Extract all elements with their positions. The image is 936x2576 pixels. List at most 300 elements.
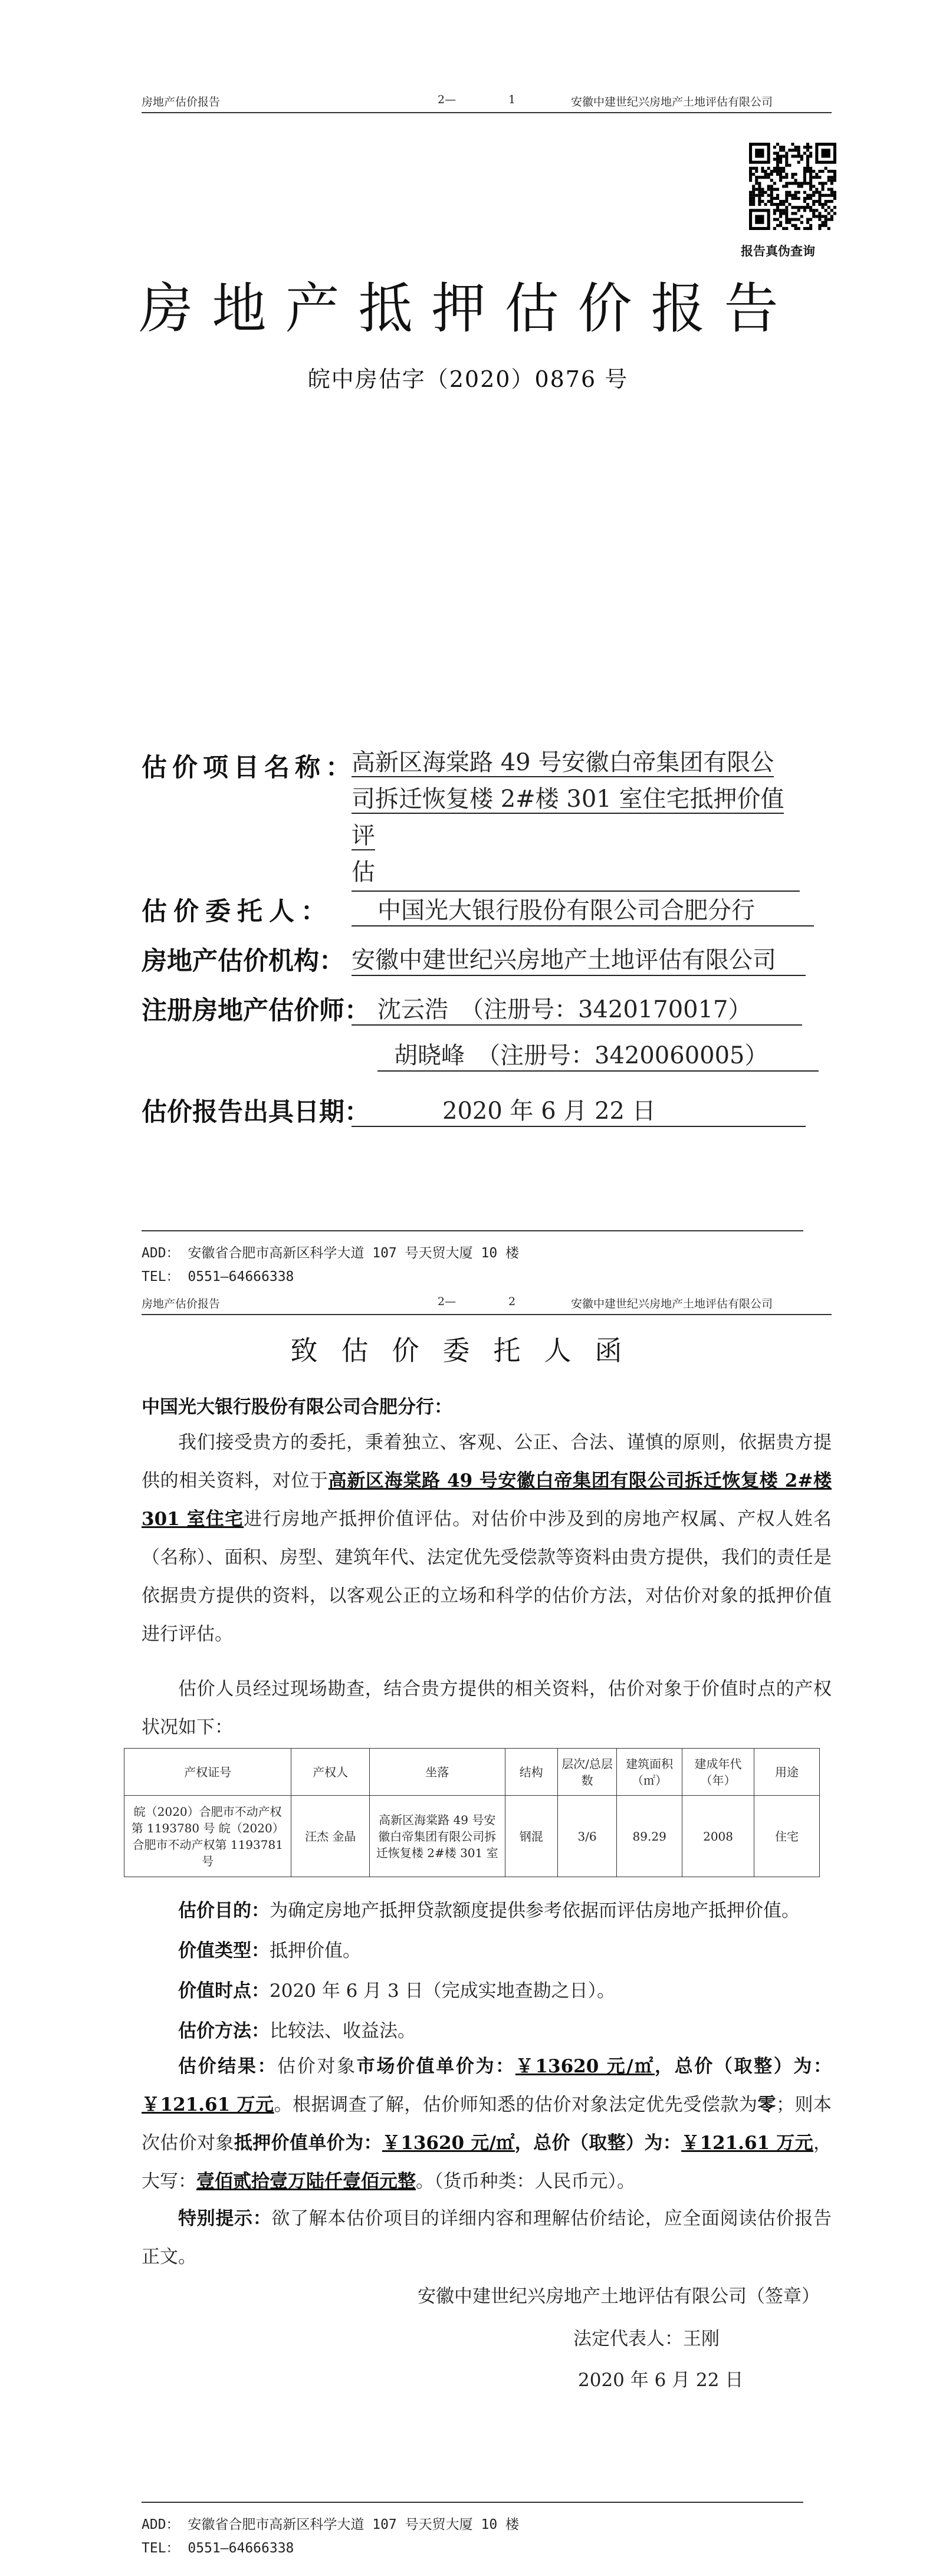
- market-total-price: ￥121.61 万元: [142, 2094, 274, 2115]
- signature-date: 2020 年 6 月 22 日: [578, 2370, 744, 2391]
- qr-module: [773, 152, 776, 155]
- qr-module: [827, 194, 830, 197]
- qr-module: [825, 209, 827, 212]
- qr-module: [815, 215, 818, 218]
- qr-module: [797, 197, 800, 200]
- qr-module: [761, 194, 764, 197]
- purpose-label: 估价目的：: [178, 1900, 270, 1921]
- qr-module: [782, 203, 785, 206]
- qr-module: [806, 143, 809, 146]
- qr-module: [752, 173, 755, 176]
- header-structure: 结构: [505, 1749, 557, 1796]
- qr-module: [833, 176, 836, 179]
- value-date-text: 2020 年 6 月 3 日（完成实地查勘之日）。: [270, 1980, 616, 2002]
- qr-module: [830, 209, 833, 212]
- qr-module: [779, 215, 782, 218]
- qr-module: [782, 200, 785, 203]
- qr-module: [779, 161, 782, 164]
- qr-module: [800, 206, 803, 209]
- header-page-prefix: 2—: [438, 1295, 456, 1308]
- qr-module: [791, 194, 794, 197]
- qr-module: [782, 212, 785, 215]
- paragraph-1-part-c: 进行房地产抵押价值评估。对估价中涉及到的房地产权属、产权人姓名（名称）、面积、房型、建筑年代、法定优先受偿款等资料由贵方提供，我们的责任是依据贵方提供的资料，以客观公正的立场和科学的估价方法，对估价对象的抵押价值进行评估。: [142, 1509, 832, 1645]
- qr-module: [788, 218, 791, 221]
- qr-module: [752, 203, 755, 206]
- qr-module: [758, 197, 761, 200]
- qr-module: [749, 203, 752, 206]
- qr-module: [785, 164, 788, 167]
- qr-module: [779, 167, 782, 170]
- qr-module: [803, 173, 806, 176]
- qr-module: [806, 227, 809, 230]
- qr-module: [809, 206, 812, 209]
- value-type-text: 抵押价值。: [270, 1940, 361, 1961]
- qr-module: [773, 227, 776, 230]
- qr-module: [761, 188, 764, 191]
- qr-module: [827, 188, 830, 191]
- cell-location: 高新区海棠路 49 号安徽白帝集团有限公司拆迁恢复楼 2#楼 301 室: [369, 1796, 505, 1877]
- qr-module: [767, 194, 770, 197]
- qr-module: [791, 176, 794, 179]
- header-left: 房地产估价报告: [142, 1297, 221, 1310]
- qr-module: [797, 149, 800, 152]
- qr-module: [767, 200, 770, 203]
- qr-module: [782, 176, 785, 179]
- qr-module: [821, 185, 824, 188]
- cell-owner: 汪杰 金晶: [291, 1796, 370, 1877]
- qr-module: [794, 206, 797, 209]
- qr-module: [779, 221, 782, 224]
- qr-module: [782, 146, 785, 149]
- qr-module: [818, 203, 821, 206]
- report-date-label: 估价报告出具日期：: [142, 1098, 370, 1127]
- qr-module: [821, 182, 824, 185]
- qr-module: [755, 194, 758, 197]
- appraiser-label: 注册房地产估价师：: [142, 996, 370, 1026]
- qr-module: [773, 182, 776, 185]
- qr-module: [779, 224, 782, 227]
- qr-module: [782, 170, 785, 173]
- qr-module: [773, 209, 776, 212]
- qr-module: [830, 170, 833, 173]
- qr-module: [764, 203, 767, 206]
- qr-module: [806, 161, 809, 164]
- qr-module: [809, 182, 812, 185]
- qr-module: [752, 185, 755, 188]
- client-label: 估价委托人：: [142, 897, 333, 926]
- qr-module: [825, 182, 827, 185]
- qr-module: [830, 194, 833, 197]
- qr-module: [785, 158, 788, 161]
- qr-module: [809, 224, 812, 227]
- qr-module: [788, 164, 791, 167]
- document-number: 皖中房估字（2020）0876 号: [307, 366, 629, 392]
- qr-module: [812, 203, 815, 206]
- qr-module: [761, 167, 764, 170]
- header-rule: [142, 1314, 832, 1315]
- qr-module: [749, 200, 752, 203]
- qr-module: [827, 170, 830, 173]
- table-header-row: [124, 1749, 820, 1796]
- qr-module: [785, 206, 788, 209]
- qr-module: [770, 191, 773, 194]
- qr-module: [821, 221, 824, 224]
- qr-module: [773, 203, 776, 206]
- qr-module: [785, 194, 788, 197]
- qr-module: [818, 197, 821, 200]
- qr-module: [791, 143, 794, 146]
- cell-structure: 钢混: [505, 1796, 557, 1877]
- qr-module: [800, 155, 803, 157]
- qr-module: [821, 188, 824, 191]
- qr-module: [776, 173, 779, 176]
- qr-module: [833, 212, 836, 215]
- qr-module: [785, 191, 788, 194]
- table-row: [124, 1796, 820, 1877]
- qr-module: [791, 212, 794, 215]
- project-name-line-3: 估: [352, 859, 375, 886]
- qr-module: [776, 218, 779, 221]
- qr-module: [803, 200, 806, 203]
- qr-finder-pattern: [821, 149, 830, 157]
- qr-module: [758, 188, 761, 191]
- qr-module: [767, 167, 770, 170]
- qr-module: [797, 185, 800, 188]
- qr-module: [749, 179, 752, 182]
- qr-module: [758, 200, 761, 203]
- qr-module: [812, 194, 815, 197]
- qr-module: [800, 182, 803, 185]
- client-value: 中国光大银行股份有限公司合肥分行: [352, 892, 814, 926]
- qr-module: [758, 176, 761, 179]
- qr-module: [788, 182, 791, 185]
- qr-module: [806, 167, 809, 170]
- qr-module: [797, 161, 800, 164]
- qr-module: [809, 179, 812, 182]
- qr-module: [818, 227, 821, 230]
- qr-module: [809, 197, 812, 200]
- special-note-label: 特别提示：: [178, 2208, 272, 2229]
- special-note-text: 欲了解本估价项目的详细内容和理解估价结论，应全面阅读估价报告正文。: [142, 2208, 832, 2268]
- header-right: 安徽中建世纪兴房地产土地评估有限公司: [571, 1297, 773, 1310]
- qr-module: [752, 191, 755, 194]
- qr-module: [830, 188, 833, 191]
- qr-module: [785, 161, 788, 164]
- qr-module: [791, 218, 794, 221]
- qr-module: [818, 212, 821, 215]
- qr-module: [749, 173, 752, 176]
- qr-module: [749, 194, 752, 197]
- qr-module: [794, 218, 797, 221]
- qr-module: [821, 206, 824, 209]
- property-address: 高新区海棠路 49 号安徽白帝集团有限公司拆迁恢复楼 2#楼 301 室住宅: [142, 1470, 832, 1530]
- paragraph-2: 估价人员经过现场勘查，结合贵方提供的相关资料，估价对象于价值时点的产权状况如下：: [142, 1678, 832, 1738]
- qr-module: [749, 176, 752, 179]
- qr-module: [785, 215, 788, 218]
- qr-module: [782, 209, 785, 212]
- qr-module: [752, 200, 755, 203]
- qr-module: [779, 176, 782, 179]
- project-name-line-2: 司拆迁恢复楼 2#楼 301 室住宅抵押价值评: [352, 786, 784, 849]
- qr-module: [800, 185, 803, 188]
- qr-module: [776, 164, 779, 167]
- method-item: [178, 2016, 416, 2042]
- qr-module: [776, 206, 779, 209]
- qr-module: [785, 173, 788, 176]
- qr-module: [758, 203, 761, 206]
- mortgage-unit-price: ￥13620 元/㎡: [382, 2133, 515, 2154]
- qr-module: [791, 155, 794, 157]
- header-year: 建成年代（年）: [682, 1749, 754, 1796]
- qr-module: [755, 170, 758, 173]
- qr-module: [812, 176, 815, 179]
- qr-module: [782, 149, 785, 152]
- qr-module: [785, 155, 788, 157]
- qr-module: [833, 197, 836, 200]
- method-label: 估价方法：: [178, 2020, 270, 2042]
- qr-module: [773, 146, 776, 149]
- property-table: [124, 1748, 820, 1877]
- qr-module: [755, 188, 758, 191]
- qr-module: [767, 176, 770, 179]
- qr-module: [785, 185, 788, 188]
- result-text-2: 。根据调查了解，估价师知悉的估价对象法定优先受偿款为: [274, 2094, 758, 2115]
- qr-module: [776, 188, 779, 191]
- letter-title: 致估价委托人函: [290, 1335, 646, 1366]
- qr-module: [788, 194, 791, 197]
- header-page-prefix: 2—: [438, 93, 456, 106]
- project-name-line-1: 高新区海棠路 49 号安徽白帝集团有限公: [352, 749, 774, 776]
- qr-module: [794, 173, 797, 176]
- qr-module: [803, 197, 806, 200]
- qr-module: [825, 200, 827, 203]
- footer-phone: TEL： 0551—64666338: [142, 2541, 294, 2556]
- cell-use: 住宅: [754, 1796, 819, 1877]
- qr-module: [806, 203, 809, 206]
- qr-module: [812, 191, 815, 194]
- qr-module: [776, 143, 779, 146]
- footer-address: ADD： 安徽省合肥市高新区科学大道 107 号天贸大厦 10 楼: [142, 1246, 520, 1261]
- qr-module: [791, 182, 794, 185]
- method-text: 比较法、收益法。: [270, 2020, 416, 2042]
- qr-module: [818, 182, 821, 185]
- qr-module: [770, 194, 773, 197]
- qr-module: [809, 209, 812, 212]
- header-area: 建筑面积（㎡）: [617, 1749, 682, 1796]
- qr-module: [779, 149, 782, 152]
- header-left: 房地产估价报告: [142, 96, 221, 109]
- qr-module: [818, 200, 821, 203]
- qr-module: [809, 188, 812, 191]
- qr-module: [803, 209, 806, 212]
- footer-rule: [142, 2502, 803, 2503]
- qr-module: [803, 191, 806, 194]
- qr-module: [752, 167, 755, 170]
- qr-module: [773, 212, 776, 215]
- qr-module: [794, 146, 797, 149]
- qr-module: [770, 188, 773, 191]
- qr-module: [779, 209, 782, 212]
- qr-module: [825, 203, 827, 206]
- qr-module: [791, 206, 794, 209]
- qr-module: [773, 218, 776, 221]
- project-name-value: [352, 744, 806, 892]
- qr-module: [803, 152, 806, 155]
- qr-module: [830, 182, 833, 185]
- qr-module: [806, 218, 809, 221]
- qr-module: [794, 182, 797, 185]
- qr-module: [825, 215, 827, 218]
- qr-module: [827, 179, 830, 182]
- qr-module: [821, 215, 824, 218]
- qr-module: [809, 152, 812, 155]
- qr-module: [797, 191, 800, 194]
- qr-module: [788, 203, 791, 206]
- org-label: 房地产估价机构：: [142, 947, 344, 976]
- qr-module: [773, 188, 776, 191]
- qr-module: [800, 221, 803, 224]
- qr-module: [806, 164, 809, 167]
- qr-module: [809, 176, 812, 179]
- result-text-5: 。（货币种类：人民币元）。: [416, 2171, 635, 2192]
- qr-module: [825, 167, 827, 170]
- qr-module: [803, 146, 806, 149]
- qr-module: [794, 149, 797, 152]
- qr-module: [776, 194, 779, 197]
- qr-module: [752, 194, 755, 197]
- qr-module: [776, 155, 779, 157]
- qr-module: [794, 212, 797, 215]
- qr-module: [794, 179, 797, 182]
- qr-module: [758, 182, 761, 185]
- qr-module: [827, 227, 830, 230]
- qr-module: [806, 194, 809, 197]
- qr-module: [809, 227, 812, 230]
- qr-module: [770, 179, 773, 182]
- qr-module: [770, 170, 773, 173]
- header-owner: 产权人: [291, 1749, 370, 1796]
- qr-module: [776, 152, 779, 155]
- result-market-label: 市场价值单价为：: [356, 2056, 515, 2077]
- qr-module: [818, 215, 821, 218]
- qr-module: [785, 227, 788, 230]
- qr-module: [833, 170, 836, 173]
- cell-floor: 3/6: [557, 1796, 616, 1877]
- result-total-label: ，总价（取整）为：: [654, 2056, 832, 2077]
- qr-finder-pattern: [755, 149, 764, 157]
- qr-module: [809, 155, 812, 157]
- project-name-label: 估价项目名称：: [142, 753, 356, 783]
- report-date-value: 2020 年 6 月 22 日: [352, 1092, 806, 1127]
- qr-module: [809, 218, 812, 221]
- qr-module: [782, 167, 785, 170]
- qr-module: [794, 191, 797, 194]
- qr-module: [821, 194, 824, 197]
- qr-module: [755, 182, 758, 185]
- qr-module: [761, 200, 764, 203]
- qr-module: [773, 158, 776, 161]
- qr-module: [779, 158, 782, 161]
- value-date-label: 价值时点：: [178, 1980, 270, 2002]
- qr-module: [785, 218, 788, 221]
- qr-module: [830, 176, 833, 179]
- qr-module: [764, 176, 767, 179]
- qr-module: [815, 173, 818, 176]
- qr-module: [809, 146, 812, 149]
- qr-module: [815, 191, 818, 194]
- qr-module: [818, 218, 821, 221]
- qr-module: [809, 185, 812, 188]
- qr-module: [809, 167, 812, 170]
- qr-module: [812, 209, 815, 212]
- purpose-item: [178, 1895, 800, 1922]
- qr-module: [803, 170, 806, 173]
- qr-module: [825, 221, 827, 224]
- qr-module: [806, 146, 809, 149]
- qr-module: [773, 197, 776, 200]
- qr-module: [761, 176, 764, 179]
- qr-module: [773, 167, 776, 170]
- paragraph-1: [142, 1424, 832, 1654]
- qr-module: [788, 191, 791, 194]
- qr-module: [815, 209, 818, 212]
- qr-module: [758, 185, 761, 188]
- qr-module: [818, 176, 821, 179]
- qr-module: [830, 179, 833, 182]
- qr-module: [809, 194, 812, 197]
- qr-module: [827, 212, 830, 215]
- qr-module: [794, 227, 797, 230]
- header-right: 安徽中建世纪兴房地产土地评估有限公司: [571, 96, 773, 109]
- qr-module: [779, 212, 782, 215]
- qr-module: [827, 176, 830, 179]
- qr-module: [776, 197, 779, 200]
- footer-phone: TEL： 0551—64666338: [142, 1269, 294, 1284]
- qr-module: [749, 191, 752, 194]
- cell-year: 2008: [682, 1796, 754, 1877]
- qr-module: [779, 200, 782, 203]
- legal-representative: 法定代表人：王刚: [573, 2328, 720, 2350]
- value-date-item: [178, 1976, 615, 2002]
- qr-module: [755, 176, 758, 179]
- header-page-number: 1: [508, 93, 516, 106]
- qr-module: [833, 173, 836, 176]
- qr-module: [791, 197, 794, 200]
- qr-module: [785, 176, 788, 179]
- qr-module: [752, 197, 755, 200]
- qr-module: [833, 206, 836, 209]
- qr-module: [770, 185, 773, 188]
- qr-module: [788, 149, 791, 152]
- qr-module: [752, 188, 755, 191]
- salutation: 中国光大银行股份有限公司合肥分行：: [142, 1397, 452, 1418]
- qr-module: [776, 224, 779, 227]
- qr-module: [797, 209, 800, 212]
- qr-module: [791, 173, 794, 176]
- qr-module: [794, 194, 797, 197]
- header-floor: 层次/总层数: [557, 1749, 616, 1796]
- qr-module: [821, 203, 824, 206]
- qr-module: [812, 215, 815, 218]
- qr-module: [812, 185, 815, 188]
- qr-module: [779, 170, 782, 173]
- qr-module: [770, 200, 773, 203]
- org-value: 安徽中建世纪兴房地产土地评估有限公司: [352, 941, 806, 976]
- qr-module: [803, 227, 806, 230]
- result-label: 估价结果：: [178, 2056, 278, 2077]
- qr-module: [785, 221, 788, 224]
- qr-module: [782, 155, 785, 157]
